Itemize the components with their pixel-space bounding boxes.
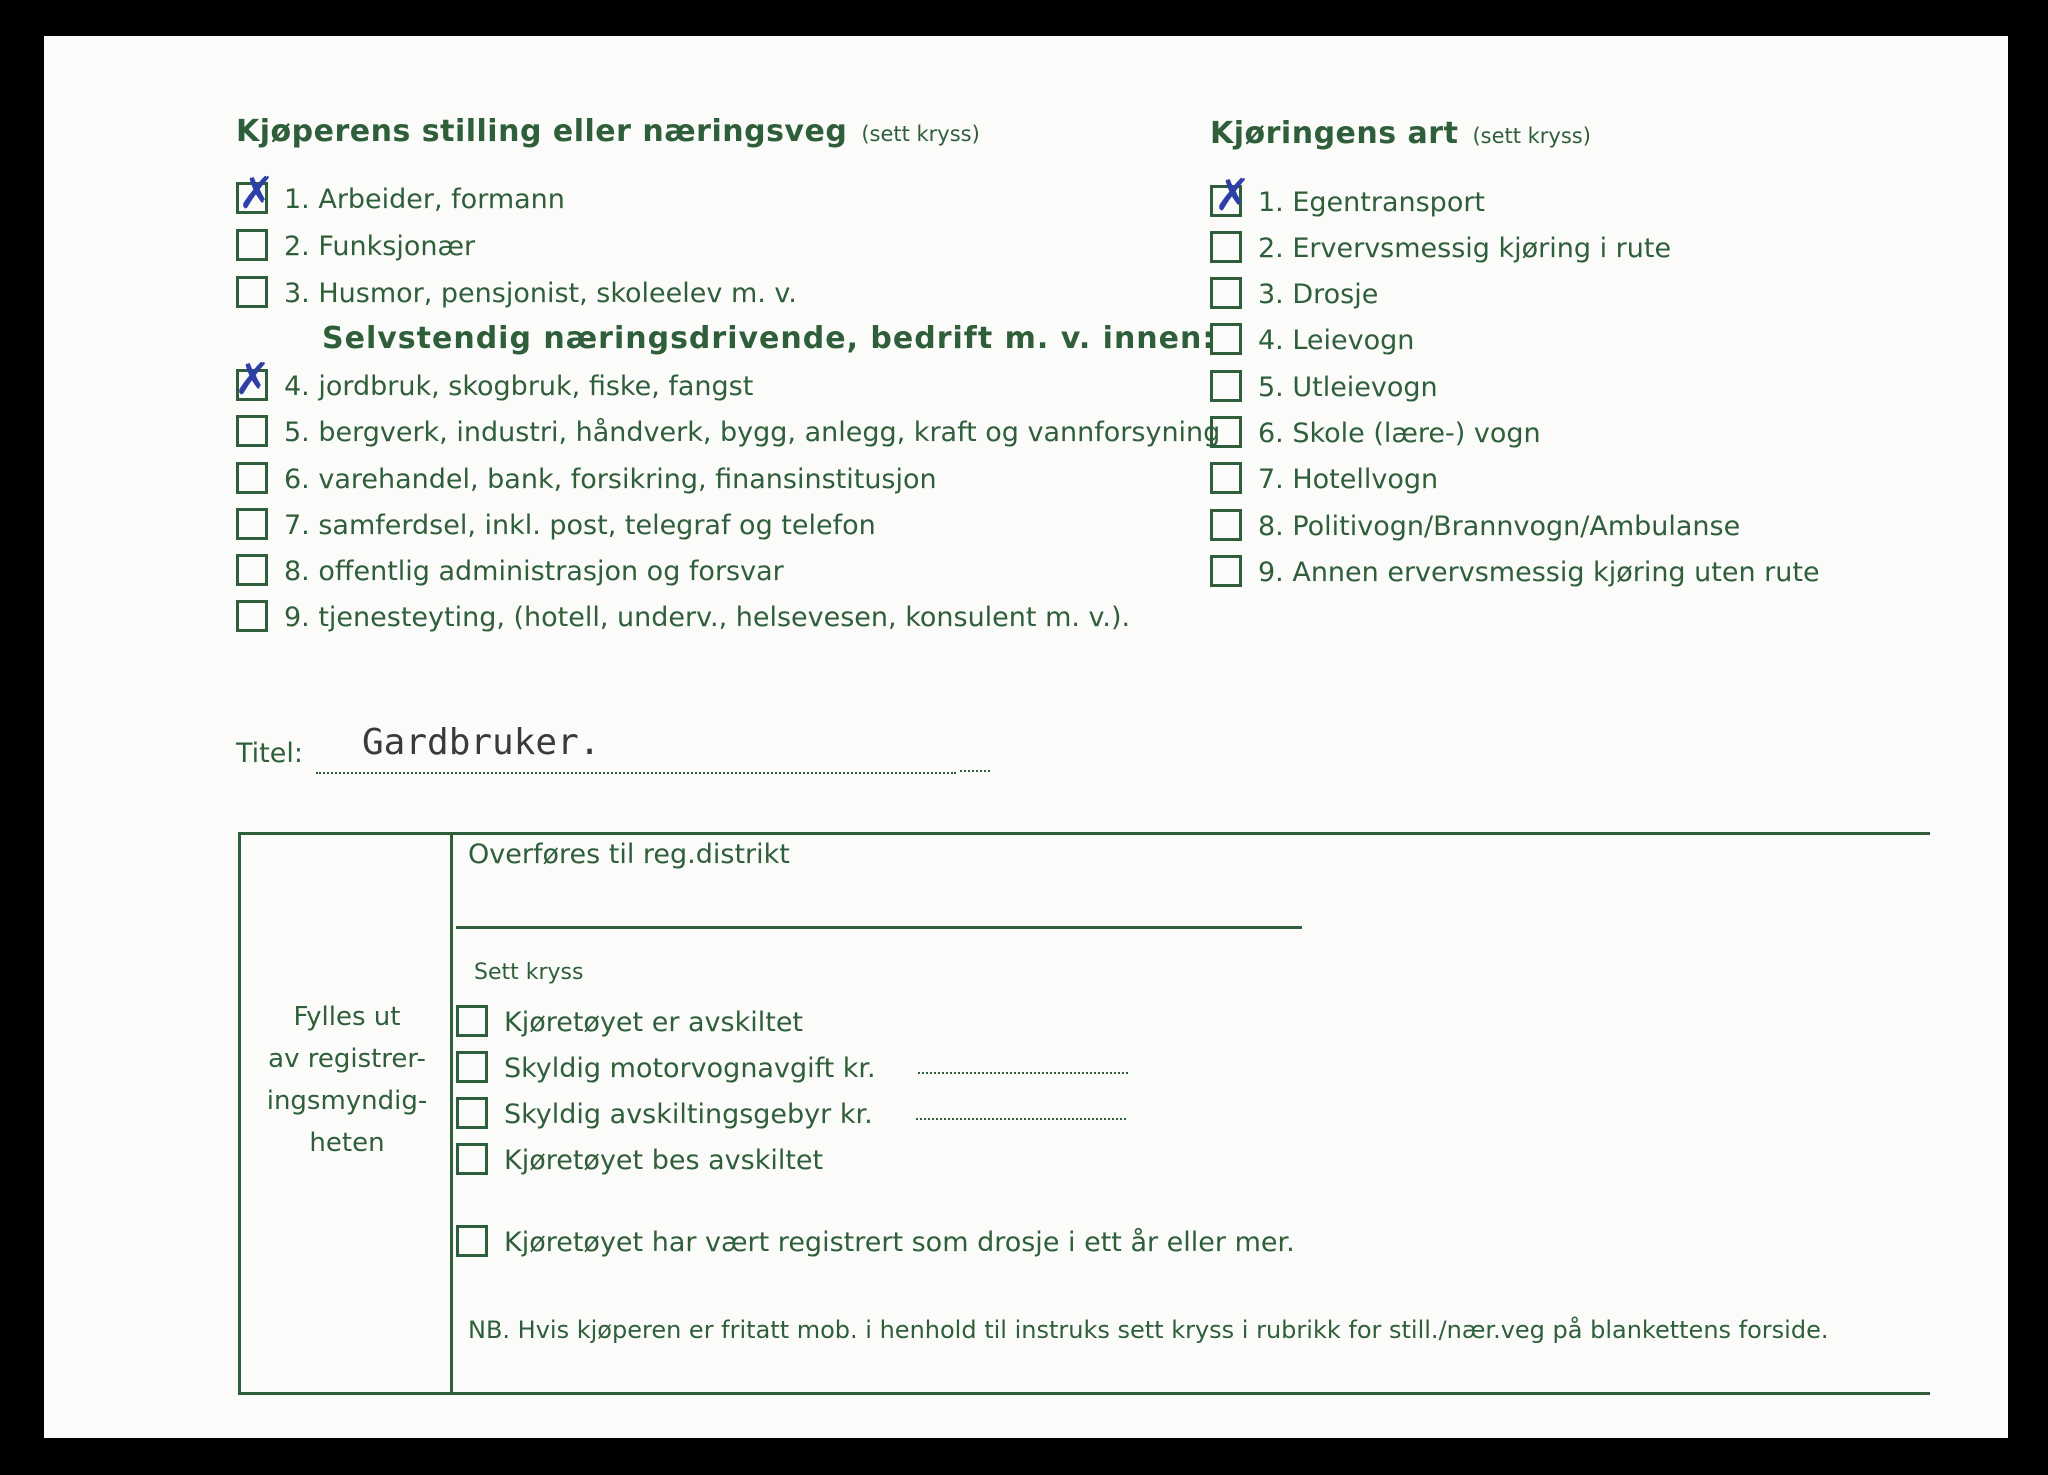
check-bes-avskiltet-label: Kjøretøyet bes avskiltet [504,1145,824,1176]
right-item-4-label: 4. Leievogn [1258,325,1415,356]
left-subheading: Selvstendig næringsdrivende, bedrift m. v. innen: [322,321,1216,356]
registrar-note-line-1: Fylles ut [293,1002,401,1032]
left-title-note: (sett kryss) [861,122,980,146]
right-item-4[interactable] [1210,324,1414,358]
check-drosje[interactable] [456,1226,1295,1260]
checkbox[interactable] [1210,416,1242,448]
left-item-2-label: 2. Funksjonær [284,231,476,262]
titel-label: Titel: [236,738,303,769]
checkbox[interactable] [236,462,268,494]
registrar-note-line-2: av registrer- [268,1044,426,1074]
right-item-6-label: 6. Skole (lære-) vogn [1258,418,1541,449]
checkbox[interactable] [236,415,268,447]
registrar-note [244,996,450,1164]
checkbox[interactable] [1210,231,1242,263]
right-item-8[interactable] [1210,510,1740,544]
right-item-8-label: 8. Politivogn/Brannvogn/Ambulanse [1258,511,1741,542]
sett-kryss-label: Sett kryss [474,960,584,985]
left-item-2[interactable] [236,230,475,264]
checkbox[interactable] [1210,277,1242,309]
left-item-5-label: 5. bergverk, industri, håndverk, bygg, anlegg, kraft og vannforsyning [284,417,1221,448]
right-item-5-label: 5. Utleievogn [1258,372,1438,403]
right-item-7[interactable] [1210,463,1438,497]
left-item-3[interactable] [236,277,797,311]
checkbox[interactable] [236,600,268,632]
left-item-5[interactable] [236,416,1220,450]
right-item-6[interactable] [1210,417,1541,451]
checkbox[interactable] [1210,370,1242,402]
motorvognavgift-amount-field[interactable] [918,1072,1128,1074]
bottom-box-divider [450,832,453,1394]
checkbox[interactable] [456,1005,488,1037]
left-item-7[interactable] [236,509,876,543]
checkmark-icon: ✗ [234,354,271,405]
right-item-5[interactable] [1210,371,1438,405]
check-motorvognavgift-label: Skyldig motorvognavgift kr. [504,1053,876,1084]
checkmark-icon: ✗ [1214,170,1251,221]
left-section-title [236,114,980,149]
left-item-1-label: 1. Arbeider, formann [284,184,565,215]
right-title-text: Kjøringens art [1210,116,1459,151]
registrar-note-line-4: heten [309,1128,385,1158]
registrar-note-line-3: ingsmyndig- [266,1086,428,1116]
avskiltingsgebyr-amount-field[interactable] [916,1118,1126,1120]
left-title-text: Kjøperens stilling eller næringsveg [236,114,848,149]
left-item-6-label: 6. varehandel, bank, forsikring, finansinstitusjon [284,464,937,495]
checkbox[interactable] [1210,323,1242,355]
left-item-9[interactable] [236,601,1130,635]
right-title-note: (sett kryss) [1472,124,1591,148]
check-avskiltingsgebyr-label: Skyldig avskiltingsgebyr kr. [504,1099,873,1130]
checkbox[interactable] [236,229,268,261]
checkbox[interactable] [236,276,268,308]
checkbox[interactable] [456,1097,488,1129]
checkbox[interactable] [456,1225,488,1257]
right-item-9-label: 9. Annen ervervsmessig kjøring uten rute [1258,557,1820,588]
check-drosje-label: Kjøretøyet har vært registrert som drosje i ett år eller mer. [504,1227,1295,1258]
check-avskiltingsgebyr[interactable] [456,1098,873,1132]
checkmark-icon: ✗ [238,168,275,219]
titel-dots-tail [960,770,990,772]
checkbox[interactable] [1210,555,1242,587]
right-item-1-label: 1. Egentransport [1258,187,1486,218]
right-item-3[interactable] [1210,278,1378,312]
bottom-box-bottom-border [238,1392,1930,1395]
left-item-6[interactable] [236,463,937,497]
right-item-3-label: 3. Drosje [1258,279,1379,310]
right-item-9[interactable] [1210,556,1820,590]
left-item-9-label: 9. tjenesteyting, (hotell, underv., helsevesen, konsulent m. v.). [284,602,1131,633]
check-motorvognavgift[interactable] [456,1052,876,1086]
checkbox[interactable] [456,1143,488,1175]
left-item-8-label: 8. offentlig administrasjon og forsvar [284,556,784,587]
right-item-2[interactable] [1210,232,1671,266]
left-item-3-label: 3. Husmor, pensjonist, skoleelev m. v. [284,278,797,309]
left-item-7-label: 7. samferdsel, inkl. post, telegraf og telefon [284,510,876,541]
checkbox[interactable] [456,1051,488,1083]
check-avskiltet-label: Kjøretøyet er avskiltet [504,1007,804,1038]
checkbox[interactable] [1210,462,1242,494]
titel-value[interactable]: Gardbruker. [362,722,601,763]
transfer-label: Overføres til reg.distrikt [468,839,790,870]
form-sheet [44,36,2008,1438]
check-avskiltet[interactable] [456,1006,803,1040]
right-item-1[interactable] [1210,186,1485,220]
left-item-1[interactable] [236,183,565,217]
right-item-7-label: 7. Hotellvogn [1258,464,1439,495]
bottom-box-top-border [238,832,1930,835]
right-item-2-label: 2. Ervervsmessig kjøring i rute [1258,233,1672,264]
bottom-box-left-border [238,832,241,1394]
left-item-8[interactable] [236,555,784,589]
check-bes-avskiltet[interactable] [456,1144,823,1178]
checkbox[interactable] [236,554,268,586]
left-item-4[interactable] [236,370,753,404]
left-item-4-label: 4. jordbruk, skogbruk, fiske, fangst [284,371,754,402]
right-section-title [1210,116,1591,151]
checkbox[interactable] [1210,509,1242,541]
checkbox[interactable] [236,508,268,540]
transfer-field-line[interactable] [456,926,1302,929]
nb-note: NB. Hvis kjøperen er fritatt mob. i henhold til instruks sett kryss i rubrikk for still./nær.veg på blankettens forside. [468,1316,1829,1344]
